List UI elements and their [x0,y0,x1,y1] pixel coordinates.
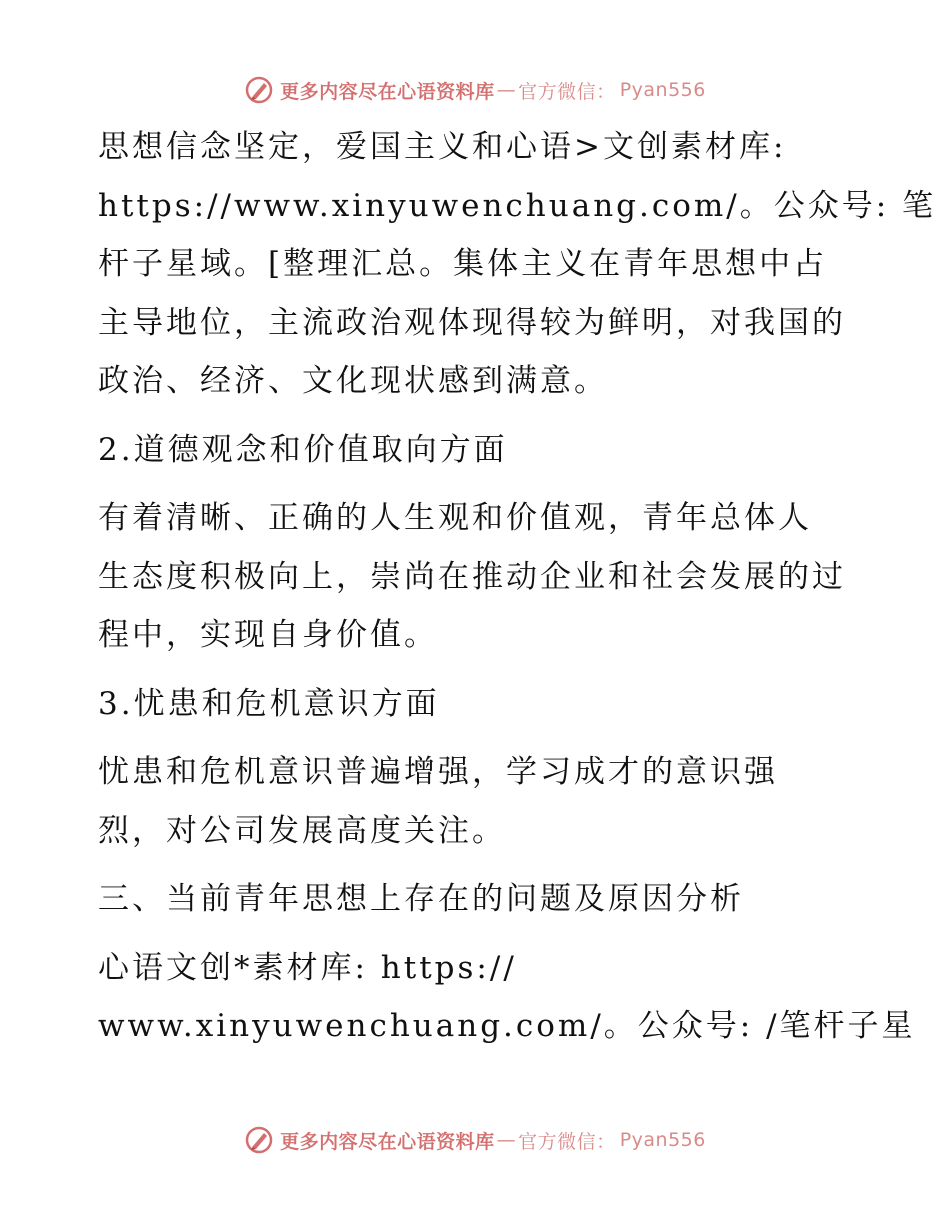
pen-logo-icon [244,75,274,105]
paragraph-line: 程中，实现自身价值。 [98,617,438,653]
paragraph-line: 主导地位，主流政治观体现得较为鲜明，对我国的 [98,304,846,341]
paragraph-line: 烈，对公司发展高度关注。 [98,812,506,849]
paragraph-line: 心语文创*素材库: https:// [98,949,517,986]
watermark-sub-text: 官方微信： [518,1130,616,1153]
paragraph-line: 杆子星域。[整理汇总。集体主义在青年思想中占 [98,246,828,282]
watermark-separator: — [496,1129,517,1151]
section-heading: 三、当前青年思想上存在的问题及原因分析 [98,881,744,917]
watermark-separator: — [496,79,517,101]
watermark-sub-text: 官方微信： [518,80,616,103]
watermark-header [0,70,950,110]
paragraph-line: 政治、经济、文化现状感到满意。 [98,363,608,399]
watermark-wechat-id: Pyan556 [619,79,706,101]
paragraph-line: 生态度积极向上，崇尚在推动企业和社会发展的过 [98,558,846,595]
paragraph-line: https://www.xinyuwenchuang.com/。公众号: 笔 [98,187,937,224]
paragraph-line: 忧患和危机意识普遍增强，学习成才的意识强 [98,754,778,790]
document-body [98,118,937,1056]
watermark-wechat-id: Pyan556 [619,1129,706,1151]
watermark-footer [0,1120,950,1160]
paragraph-line: www.xinyuwenchuang.com/。公众号: /笔杆子星 [98,1008,916,1044]
watermark-main-text: 更多内容尽在心语资料库 [280,80,495,103]
section-heading: 3.忧患和危机意识方面 [98,685,440,722]
section-heading: 2.道德观念和价值取向方面 [98,431,508,468]
paragraph-line: 思想信念坚定，爱国主义和心语>文创素材库: [98,129,787,165]
pen-logo-icon [244,1125,274,1155]
watermark-main-text: 更多内容尽在心语资料库 [280,1130,495,1153]
paragraph-line: 有着清晰、正确的人生观和价值观，青年总体人 [98,500,812,536]
